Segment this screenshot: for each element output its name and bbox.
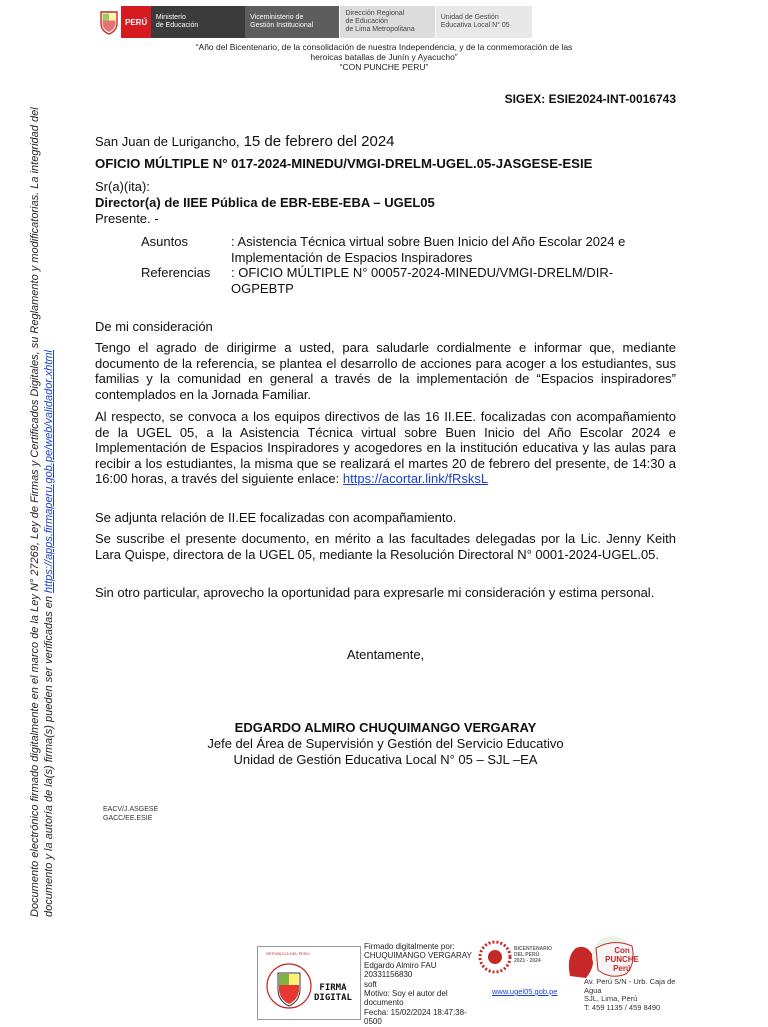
- bicentenario-sun-icon: [478, 940, 512, 974]
- salutation: Sr(a)(ita):: [95, 179, 150, 194]
- ugel-website-link[interactable]: www.ugel05.gob.pe: [492, 987, 558, 996]
- drelm-label: Dirección Regional de Educación de Lima Metropolitana: [339, 6, 434, 38]
- ugel-label: Unidad de Gestión Educativa Local N° 05: [435, 6, 532, 38]
- asunto-value: : Asistencia Técnica virtual sobre Buen Inicio del Año Escolar 2024 e Implementación de Espacios Inspiradores: [231, 234, 626, 265]
- paragraph-5: Sin otro particular, aprovecho la oportunidad para expresarle mi consideración y estima personal.: [95, 585, 655, 600]
- signer-role-1: Jefe del Área de Supervisión y Gestión del Servicio Educativo: [207, 736, 564, 751]
- firma-digital-badge: [257, 946, 361, 1020]
- peru-coat-of-arms-icon: [96, 6, 121, 38]
- signer-name: EDGARDO ALMIRO CHUQUIMANGO VERGARAY: [234, 720, 537, 735]
- date: 15 de febrero del 2024: [243, 133, 395, 150]
- bicentenario-logo: [478, 940, 558, 980]
- paragraph-4: Se suscribe el presente documento, en mérito a las facultades delegadas por la Lic. Jenny Keith Lara Quispe, directora de la UGEL 05, mediante la Resolución Directoral N° 0001-2024-UGEL.05.: [95, 531, 676, 562]
- viceministry-label: Viceministerio de Gestión Institucional: [245, 6, 339, 38]
- signature-details: Firmado digitalmente por: CHUQUIMANGO VERGARAY Edgardo Almiro FAU 20331156830 soft Motivo: Soy el autor del documento Fecha: 15/02/2024 18:47:38-0500: [364, 942, 472, 1027]
- seal-caption: REPUBLICA DEL PERU: [266, 951, 310, 956]
- digital-signature-side-note: [28, 72, 56, 917]
- ugel-address: Av. Perú S/N - Urb. Caja de Agua SJL, Lima, Perú T: 459 1135 / 459 8490: [584, 977, 676, 1012]
- recipient-title: Director(a) de IIEE Pública de EBR-EBE-EBA – UGEL05: [95, 195, 435, 210]
- sigex-code: SIGEX: ESIE2024-INT-0016743: [504, 92, 676, 106]
- firma-digital-label: FIRMA DIGITAL: [314, 983, 352, 1003]
- side-note-line-2: [42, 72, 56, 917]
- con-punche-peru-logo: [566, 936, 676, 982]
- asunto-label: Asuntos: [141, 234, 188, 249]
- referencia-label: Referencias: [141, 265, 211, 280]
- punche-text: Con PUNCHE Perú: [605, 946, 639, 973]
- greeting: De mi consideración: [95, 319, 213, 334]
- side-note-prefix: documento y la autoría de la(s) firma(s) pueden ser verificadas en: [43, 592, 55, 917]
- paragraph-2-text: Al respecto, se convoca a los equipos directivos de las 16 II.EE. focalizadas con acompañamiento de la UGEL 05, a la Asistencia Técnica virtual sobre Buen Inicio del Año Escolar 2024 e Implementación de Espacios Inspiradores y acogedores en la institución educativa y las aulas para recibir a los estudiantes, la misma que se realizará el martes 20 de febrero del presente, de 14:30 a 16:00 horas, a través del siguiente enlace:: [95, 409, 676, 487]
- side-note-line-1: Documento electrónico firmado digitalmente en el marco de la Ley N° 27269, Ley de Firmas y Certificados Digitales, su Reglamento y modificatorias. La integridad del: [29, 107, 41, 917]
- place: San Juan de Lurigancho,: [95, 134, 240, 149]
- closing: Atentamente,: [346, 647, 425, 662]
- oficio-number: OFICIO MÚLTIPLE N° 017-2024-MINEDU/VMGI-DRELM-UGEL.05-JASGESE-ESIE: [95, 156, 593, 171]
- ministry-label: Ministerio de Educación: [151, 6, 245, 38]
- initials: EACV/J.ASGESE GACC/EE.ESIE: [103, 806, 159, 822]
- peru-brand-block: PERÚ: [121, 6, 150, 38]
- year-name-banner: “Año del Bicentenario, de la consolidación de nuestra Independencia, y de la conmemoración de las heroicas batallas de Junín y Ayacucho” “CON PUNCHE PERU”: [195, 42, 573, 72]
- header-logo-bar: [96, 6, 532, 38]
- place-date-line: [95, 133, 395, 150]
- signer-role-2: Unidad de Gestión Educativa Local N° 05 – SJL –EA: [233, 752, 538, 767]
- bicentenario-text: BICENTENARIO DEL PERÚ 2021 - 2024: [514, 946, 553, 964]
- presente: Presente. -: [95, 211, 159, 226]
- paragraph-1: Tengo el agrado de dirigirme a usted, para saludarle cordialmente e informar que, mediante documento de la referencia, se plantea el desarrollo de acciones para acoger a los estudiantes, sus familias y la comunidad en general a través de la implementación de “Espacios inspiradores” contemplados en la Jornada Familiar.: [95, 340, 676, 402]
- paragraph-2: [95, 409, 676, 487]
- validator-link[interactable]: https://apps.firmaperu.gob.pe/web/validador.xhtml: [43, 350, 55, 593]
- meeting-link[interactable]: https://acortar.link/fRsksL: [342, 471, 489, 487]
- paragraph-3: Se adjunta relación de II.EE focalizadas con acompañamiento.: [95, 510, 457, 525]
- referencia-value: : OFICIO MÚLTIPLE N° 00057-2024-MINEDU/VMGI-DRELM/DIR- OGPEBTP: [231, 265, 614, 296]
- peru-seal-icon: [264, 957, 314, 1015]
